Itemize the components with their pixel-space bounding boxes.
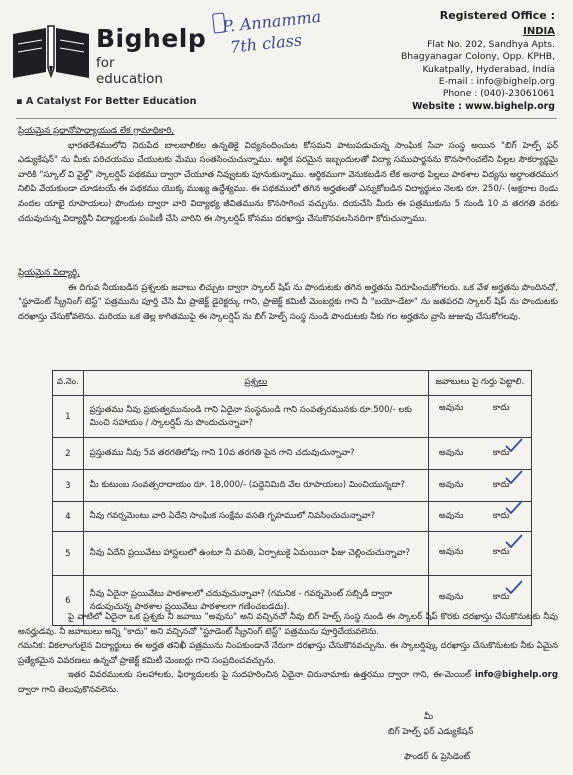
row-answer-cell [428,470,531,502]
paragraph-note: గమనిక: వికలాంగులైన విద్యార్థులు ఈ అర్హత తనిఖీ పత్రమును నింపకుండానే నేరుగా దరఖాస్తు చేసుకొనవచ్చును. ఈ స్కాలర్షిప్కు దరఖాస్తు చేసుకొనుటకు నీకు ఏమైన ప్రత్యేకమైన వివరణలు ఉన్నచో ప్రాజెక్ట్ కమిటీ మెంబర్లు గాని సంప్రదించవచ్చును. [18,641,558,666]
letter-section-student [18,266,558,324]
brand-subtitle: for education [96,55,163,87]
row-number: 3 [53,470,84,502]
signature-title: ఫౌండర్ & ప్రెసిడెంట్ [404,752,470,762]
signature-organization: బిగ్ హెల్ప్ ఫర్ ఎడ్యుకేషన్ [388,727,474,737]
paragraph-contact [18,668,558,697]
row-answer-cell [428,502,531,532]
answer-no-option[interactable]: కాదు [492,403,510,413]
table-row [53,502,532,532]
contact-text: ఇతర వివరములకు సలహాలకు, ఫిర్యాదులకు పై సుదహరించిన ఏదైనా చిరునామాకు ఉత్తరము ద్వారా గాని, ఈ-మెయిల్ [68,670,471,681]
answer-yes-option[interactable]: అవును [438,547,464,557]
row-question: నీవు ఏదైనా ప్రయివేటు పాఠశాలలో చదువుచున్నావా? (గమనిక - గవర్నమెంట్ సబ్సిడీ ద్వారా నడుపుచున్న పాఠశాల ప్రయివేటు పాఠశాలగా గణించబడదు). [83,576,428,626]
column-header-answer: జవాబులు పై గుర్తు పెట్టాలి. [428,371,531,396]
answer-no-option[interactable]: కాదు [492,547,510,557]
answer-yes-option[interactable]: అవును [438,448,464,458]
row-number: 6 [53,576,84,626]
table-row [53,532,532,576]
paragraph-ineligibility: పై వాటిలో ఏదైనా ఒక ప్రశ్నకు నీ జవాబు "అవును" అని వచ్చినచో నీవు బిగ్ హెల్ప్ సంస్థ నుండి ఈ స్కాలర్ షిప్ కొరకు దరఖాస్తు చేసుకొనుటకు నీవు అనర్హుడవు. నీ జవాబులు అన్ని "కాదు" అని వచ్చినచో "స్టూడెంట్ స్క్రీనింగ్ టెస్ట్" పత్రమును పూర్తిచేయవలెను. [18,612,558,637]
signature-closing: మీ [424,712,434,722]
column-header-number: వ.నెం. [53,371,84,396]
handwritten-student-name: P. Annamma [221,6,323,37]
office-country: INDIA [523,26,555,38]
row-number: 4 [53,502,84,532]
registered-office [401,10,555,113]
row-answer-cell [428,396,531,438]
answer-yes-option[interactable]: అవును [438,592,464,602]
office-address-line: Bhagyanagar Colony, Opp. KPHB, [400,51,555,63]
answer-yes-option[interactable]: అవును [438,403,464,413]
table-header-row [53,371,532,396]
answer-no-option[interactable]: కాదు [492,511,510,521]
office-title: Registered Office : [439,9,555,22]
book-pencil-logo-icon [10,22,92,80]
answer-yes-option[interactable]: అవును [438,480,464,490]
row-answer-cell [428,532,531,576]
eligibility-table [52,370,532,626]
checkmark-icon [505,534,523,548]
row-answer-cell [428,438,531,470]
office-email: E-mail : info@bighelp.org [438,76,555,88]
office-website: Website : www.bighelp.org [412,100,555,112]
handwritten-class: 7th class [229,30,303,57]
row-number: 1 [53,396,84,438]
row-question: ప్రస్తుతము నీవు ప్రభుత్వమునుండి గాని ఏదైనా సంస్థనుండి గాని సంవత్సరమునకు రూ.500/- లకు మించి సహాయం / స్కాలర్షిప్ ను పొందుచున్నావా? [83,396,428,438]
tagline-text: A Catalyst For Better Education [25,96,197,107]
bullet-icon: ▪ [16,96,23,107]
paragraph-instructions: ఈ దిగువ నీయబడిన ప్రశ్నలకు జవాబు లిచ్చుట ద్వారా స్కాలర్ షిప్ ను పొందుటకు తగిన అర్హతను నిరూపించుకోగలరు. ఒక వేళ అర్హతను పొందినచో, "స్టూడెంట్ స్క్రీనింగ్ టెస్ట్" పత్రమును పూర్తి చేసి మీ ప్రాజెక్ట్ డైరెక్టర్కు గాని, ప్రాజెక్ట్ కమిటీ మెంబర్లకు గాని నీ "బయో-డేటా" ను జతపరచి స్కాలర్ షిప్ ను పొందుటకు దరఖాస్తు చేసుకోవలెను. మరియు ఒక తెల్ల కాగితముపై ఈ స్కాలర్షిప్ ను బిగ్ హెల్ప్ సంస్థ నుండి పొందుటకు నీకు గల అర్హతను వ్రాసి జుజువు చేసుకోగలవు. [18,282,558,322]
row-question: ప్రస్తుతము నీవు 5వ తరగతిలోపు గాని 10వ తరగతి పైన గాని చదువుచున్నావా? [83,438,428,470]
table-row [53,396,532,438]
salutation-principal: ప్రియమైన ప్రధానోపాధ్యాయుడ లేక గ్రామాధికారి, [18,126,175,136]
office-address-line: Kukatpally, Hyderabad, India [422,63,555,75]
office-phone: Phone : (040)-23061061 [442,88,555,100]
row-question: నీవు ఏదేని ప్రయివేటు హాస్టలులో ఉంటూ నీ వసతి, ఏర్పాటుకై ఏమయినా ఫీజు చెల్లించుచున్నావా? [83,532,428,576]
contact-email-link[interactable]: info@bighelp.org [474,670,559,681]
row-number: 2 [53,438,84,470]
logo [10,18,207,87]
answer-no-option[interactable]: కాదు [492,592,510,602]
paragraph-intro: భారతదేశములోని నిరుపేద బాలబాలికల ఉన్నతికై విద్యనందించుట కోసమని పాటుపడుచున్న సాంఘిక సేవా సంస్థ అయిన "బిగ్ హెల్ప్ ఫర్ ఎడ్యుకేషన్" ను మీకు పరిచయము చేయుటకు మేము సంతసించుచున్నాము. ఆర్థిక పరమైన ఇబ్బందులతో విద్యా సముపార్జనను కొనసాగించలేని పిల్లల సౌకర్యార్థమై వారికి "స్కూల్ వి వైల్డ్" స్కాలర్షిప్ పథకము ద్వారా చేయూత నివ్వుటకు పూనుకున్నాము. ఆర్థికముగా వెనుకబడిన లేక అనాథ పిల్లలు పాఠశాల విద్యను అర్ధాంతరముగ నిలిపి వేయకుండా చూడటయే ఈ పథకము యొక్క ముఖ్య ఉద్దేశ్యము. ఈ పథకములో తగిన అర్హతలతో ఎన్నుకోబడిన విద్యార్థులు నెలకు రూ. 250/- (అక్షరాల రెండు వందల యాభై రూపాయలు) పొందుట ద్వారా వారి విద్యాభ్య జీవితమును కొనసాగించ వచ్చును. దయచేసి మీరు ఈ పత్రముకును 5 నుండి 10 వ తరగతి వరకు చదువుచున్న విద్యార్థినీ విద్యార్థులకు పంపిణీ చేసి వారిని ఈ స్కాలర్షిప్ కోసము దరఖాస్తు చేసుకొనవలసినదిగా కోరుచున్నాము. [18,140,558,224]
contact-text-end: ద్వారా గాని తెలుపుకొనవలెను. [18,684,119,695]
answer-yes-option[interactable]: అవును [438,511,464,521]
row-question: మీ కుటుంబ సంవత్సరాదాయం రూ. 18,000/- (పద్దెనిమిది వేల రూపాయలు) మించియున్నదా? [83,470,428,502]
office-address-line: Flat No. 202, Sandhya Apts. [427,38,555,50]
table-row [53,438,532,470]
header-divider [16,118,557,119]
column-header-question: ప్రశ్నలు [83,371,428,396]
answer-no-option[interactable]: కాదు [492,448,510,458]
table-row [53,470,532,502]
salutation-student: ప్రియమైన విద్యార్థి, [18,268,80,278]
tagline [16,96,196,107]
letter-section-closing [18,610,558,698]
answer-no-option[interactable]: కాదు [492,480,510,490]
letter-section-principal [18,124,558,226]
brand-name: Bighelp [96,24,207,53]
row-question: నీవు గవర్నమెంటు వారి ఏదేని సాంఘిక సంక్షేమ వసతి గృహములో నివసించుచున్నావా? [83,502,428,532]
row-number: 5 [53,532,84,576]
